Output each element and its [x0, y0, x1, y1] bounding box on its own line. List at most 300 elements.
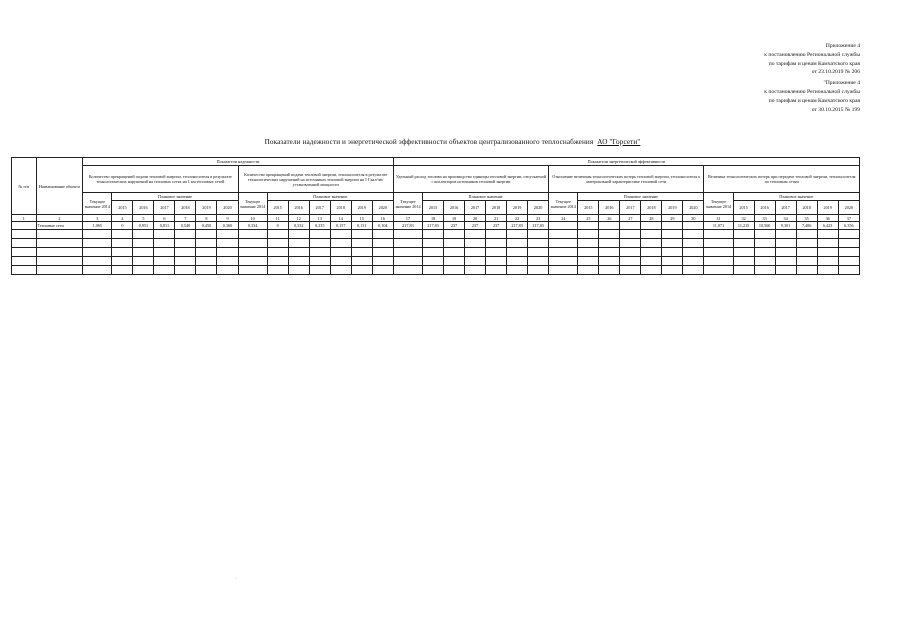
- empty-cell: [641, 248, 662, 257]
- empty-cell: [267, 230, 288, 239]
- empty-cell: [662, 257, 683, 266]
- empty-cell: [838, 266, 859, 275]
- column-number-cell: 37: [838, 215, 859, 222]
- value-cell: 0,540: [175, 222, 196, 230]
- year-header: 2017: [154, 201, 175, 215]
- indicator-5: Величина технологических потерь при передаче тепловой энергии, теплоносителя по тепловым сетям: [704, 166, 860, 193]
- table-planned-row: [12, 193, 860, 201]
- empty-cell: [838, 257, 859, 266]
- value-cell: [620, 222, 641, 230]
- year-header: 2016: [133, 201, 154, 215]
- empty-cell: [36, 257, 83, 266]
- empty-cell: [620, 248, 641, 257]
- empty-cell: [393, 239, 422, 248]
- column-number-cell: 4: [112, 215, 133, 222]
- empty-cell: [238, 257, 267, 266]
- empty-cell: [351, 230, 372, 239]
- empty-cell: [351, 248, 372, 257]
- empty-cell: [817, 248, 838, 257]
- empty-cell: [662, 239, 683, 248]
- planned-value-header: Плановое значение: [112, 193, 238, 201]
- column-number-cell: 25: [578, 215, 599, 222]
- empty-cell: [754, 230, 775, 239]
- column-number-cell: 27: [620, 215, 641, 222]
- empty-cell: [175, 266, 196, 275]
- empty-cell: [288, 266, 309, 275]
- empty-cell: [309, 248, 330, 257]
- value-cell: 1,065: [83, 222, 112, 230]
- empty-cell: [817, 230, 838, 239]
- empty-cell: [372, 230, 393, 239]
- empty-cell: [599, 266, 620, 275]
- value-cell: [599, 222, 620, 230]
- empty-cell: [775, 266, 796, 275]
- header-cell-no: № п/п: [12, 158, 37, 215]
- empty-cell: [704, 266, 733, 275]
- value-cell: 9,301: [775, 222, 796, 230]
- empty-cell: [528, 248, 549, 257]
- empty-cell: [133, 239, 154, 248]
- empty-cell: [444, 266, 465, 275]
- empty-cell: [641, 266, 662, 275]
- year-header: 2016: [288, 201, 309, 215]
- value-cell: [578, 222, 599, 230]
- empty-cell: [154, 248, 175, 257]
- value-cell: 217,83: [423, 222, 444, 230]
- empty-cell: [133, 266, 154, 275]
- empty-cell: [465, 257, 486, 266]
- empty-cell: [196, 230, 217, 239]
- year-header: 2018: [486, 201, 507, 215]
- current-value-header: Текущее значение 2014: [83, 193, 112, 215]
- empty-cell: [444, 239, 465, 248]
- empty-cell: [465, 230, 486, 239]
- year-header: 2019: [662, 201, 683, 215]
- column-number-cell: 36: [817, 215, 838, 222]
- empty-cell: [599, 239, 620, 248]
- empty-cell: [754, 239, 775, 248]
- header-block: [764, 42, 860, 114]
- empty-cell: [796, 248, 817, 257]
- value-cell: 6,423: [817, 222, 838, 230]
- empty-cell: [796, 266, 817, 275]
- empty-cell: [288, 239, 309, 248]
- column-number-cell: 30: [683, 215, 704, 222]
- empty-row: [12, 239, 860, 248]
- year-header: 2015: [423, 201, 444, 215]
- row-no-cell: [12, 222, 37, 230]
- empty-cell: [507, 257, 528, 266]
- header-line: "Приложение 4: [823, 80, 860, 87]
- value-cell: 10,560: [754, 222, 775, 230]
- empty-cell: [36, 266, 83, 275]
- value-cell: [641, 222, 662, 230]
- value-cell: 11,215: [733, 222, 754, 230]
- value-cell: 0,235: [309, 222, 330, 230]
- indicator-2: Количество прекращений подачи тепловой энергии, теплоносителя в результате технологических нарушений на источниках тепловой энергии на 1 Гкал/час установленной мощности: [238, 166, 393, 193]
- current-value-header: Текущее значение 2014: [393, 193, 422, 215]
- empty-cell: [683, 230, 704, 239]
- empty-cell: [36, 248, 83, 257]
- empty-cell: [83, 239, 112, 248]
- year-header: 2017: [309, 201, 330, 215]
- empty-cell: [372, 248, 393, 257]
- column-number-cell: 13: [309, 215, 330, 222]
- empty-cell: [330, 239, 351, 248]
- empty-cell: [662, 266, 683, 275]
- empty-cell: [217, 257, 238, 266]
- empty-cell: [704, 230, 733, 239]
- empty-cell: [796, 230, 817, 239]
- empty-cell: [775, 248, 796, 257]
- empty-cell: [423, 266, 444, 275]
- empty-cell: [549, 248, 578, 257]
- empty-cell: [662, 248, 683, 257]
- empty-cell: [288, 230, 309, 239]
- empty-cell: [393, 257, 422, 266]
- empty-cell: [754, 266, 775, 275]
- empty-cell: [444, 230, 465, 239]
- empty-cell: [796, 239, 817, 248]
- value-cell: 0,811: [154, 222, 175, 230]
- header-efficiency: Показатели энергетической эффективности: [393, 158, 859, 166]
- value-cell: 237: [444, 222, 465, 230]
- year-header: 2020: [683, 201, 704, 215]
- year-header: 2016: [444, 201, 465, 215]
- empty-cell: [154, 230, 175, 239]
- empty-cell: [641, 257, 662, 266]
- empty-cell: [393, 248, 422, 257]
- year-header: 2015: [267, 201, 288, 215]
- table-row: [12, 222, 860, 230]
- empty-cell: [733, 248, 754, 257]
- column-number-cell: 3: [83, 215, 112, 222]
- empty-cell: [641, 239, 662, 248]
- title-text: Показатели надежности и энергетической эффективности объектов централизованного теплоснабжения: [264, 138, 594, 146]
- empty-cell: [549, 266, 578, 275]
- empty-cell: [175, 257, 196, 266]
- planned-value-header: Плановое значение: [578, 193, 704, 201]
- empty-cell: [267, 239, 288, 248]
- empty-cell: [817, 239, 838, 248]
- empty-cell: [267, 266, 288, 275]
- empty-cell: [733, 230, 754, 239]
- value-cell: 217,83: [393, 222, 422, 230]
- year-header: 2018: [330, 201, 351, 215]
- empty-cell: [620, 239, 641, 248]
- empty-cell: [196, 257, 217, 266]
- empty-cell: [817, 266, 838, 275]
- column-number-cell: 5: [133, 215, 154, 222]
- empty-cell: [175, 239, 196, 248]
- value-cell: 0,360: [217, 222, 238, 230]
- column-number-cell: 18: [423, 215, 444, 222]
- header-line: к постановлению Региональной службы: [764, 51, 860, 58]
- header-line: Приложение 4: [825, 43, 860, 49]
- planned-value-header: Плановое значение: [733, 193, 859, 201]
- empty-cell: [12, 257, 37, 266]
- empty-cell: [267, 257, 288, 266]
- empty-cell: [175, 230, 196, 239]
- value-cell: [683, 222, 704, 230]
- value-cell: [662, 222, 683, 230]
- header-reliability: Показатели надежности: [83, 158, 394, 166]
- column-number-cell: 12: [288, 215, 309, 222]
- column-number-cell: 6: [154, 215, 175, 222]
- empty-cell: [486, 230, 507, 239]
- empty-cell: [83, 248, 112, 257]
- column-number-cell: 26: [599, 215, 620, 222]
- empty-cell: [112, 257, 133, 266]
- empty-cell: [733, 257, 754, 266]
- value-cell: 217,83: [507, 222, 528, 230]
- empty-cell: [599, 248, 620, 257]
- empty-cell: [309, 230, 330, 239]
- empty-cell: [465, 239, 486, 248]
- value-cell: 0,332: [288, 222, 309, 230]
- empty-cell: [196, 266, 217, 275]
- header-line: по тарифам и ценам Камчатского края: [768, 97, 860, 104]
- empty-cell: [507, 266, 528, 275]
- empty-cell: [393, 266, 422, 275]
- indicator-1: Количество прекращений подачи тепловой энергии, теплоносителя в результате технологических нарушений на тепловых сетях на 1 км тепловых сетей: [83, 166, 238, 193]
- company-name: АО "Горсети": [597, 138, 641, 146]
- value-cell: 0,104: [372, 222, 393, 230]
- empty-cell: [217, 248, 238, 257]
- column-number-cell: 16: [372, 215, 393, 222]
- empty-cell: [217, 230, 238, 239]
- column-number-cell: 21: [486, 215, 507, 222]
- value-cell: 0: [112, 222, 133, 230]
- header-cell-name: Наименование объекта: [36, 158, 83, 215]
- empty-cell: [133, 248, 154, 257]
- empty-cell: [578, 248, 599, 257]
- current-value-header: Текущее значение 2014: [704, 193, 733, 215]
- year-header: 2017: [775, 201, 796, 215]
- year-header: 2015: [112, 201, 133, 215]
- value-cell: 0,334: [238, 222, 267, 230]
- table-years-row: [12, 201, 860, 215]
- column-number-cell: 8: [196, 215, 217, 222]
- empty-cell: [309, 239, 330, 248]
- empty-cell: [704, 257, 733, 266]
- empty-cell: [486, 248, 507, 257]
- empty-cell: [423, 248, 444, 257]
- empty-cell: [309, 257, 330, 266]
- value-cell: 0,951: [133, 222, 154, 230]
- column-number-cell: 7: [175, 215, 196, 222]
- empty-cell: [817, 257, 838, 266]
- row-name-cell: Тепловые сети: [36, 222, 83, 230]
- column-number-cell: 23: [528, 215, 549, 222]
- empty-cell: [238, 230, 267, 239]
- scan-mark: ·: [235, 577, 237, 582]
- empty-cell: [528, 239, 549, 248]
- value-cell: 237: [486, 222, 507, 230]
- empty-row: [12, 248, 860, 257]
- empty-cell: [507, 239, 528, 248]
- current-value-header: Текущее значение 2014: [549, 193, 578, 215]
- empty-cell: [196, 239, 217, 248]
- value-cell: 0: [267, 222, 288, 230]
- empty-cell: [309, 266, 330, 275]
- column-number-cell: 28: [641, 215, 662, 222]
- table-indicator-row: [12, 166, 860, 193]
- empty-cell: [599, 257, 620, 266]
- value-cell: 0,157: [330, 222, 351, 230]
- empty-cell: [36, 230, 83, 239]
- empty-cell: [175, 248, 196, 257]
- empty-cell: [486, 239, 507, 248]
- empty-cell: [754, 257, 775, 266]
- column-number-cell: 31: [704, 215, 733, 222]
- empty-cell: [683, 257, 704, 266]
- column-number-cell: 15: [351, 215, 372, 222]
- column-number-cell: 24: [549, 215, 578, 222]
- empty-cell: [528, 230, 549, 239]
- empty-cell: [351, 257, 372, 266]
- column-number-cell: 29: [662, 215, 683, 222]
- year-header: 2018: [796, 201, 817, 215]
- year-header: 2019: [817, 201, 838, 215]
- empty-cell: [528, 257, 549, 266]
- empty-cell: [330, 248, 351, 257]
- empty-cell: [683, 239, 704, 248]
- empty-cell: [217, 266, 238, 275]
- empty-cell: [838, 230, 859, 239]
- empty-cell: [423, 230, 444, 239]
- empty-cell: [796, 257, 817, 266]
- empty-cell: [775, 257, 796, 266]
- empty-cell: [620, 257, 641, 266]
- column-number-cell: 19: [444, 215, 465, 222]
- indicator-3: Удельный расход топлива на производство единицы тепловой энергии, отпускаемой с коллекторов источников тепловой энергии: [393, 166, 548, 193]
- year-header: 2020: [838, 201, 859, 215]
- year-header: 2020: [217, 201, 238, 215]
- header-line: к постановлению Региональной службы: [764, 88, 860, 95]
- empty-cell: [196, 248, 217, 257]
- value-cell: 7,406: [796, 222, 817, 230]
- empty-cell: [662, 230, 683, 239]
- empty-cell: [578, 266, 599, 275]
- header-line: от 30.10.2015 № 199: [811, 106, 860, 113]
- value-cell: 0,450: [196, 222, 217, 230]
- empty-cell: [288, 248, 309, 257]
- empty-cell: [36, 239, 83, 248]
- year-header: 2020: [372, 201, 393, 215]
- column-number-cell: 33: [754, 215, 775, 222]
- empty-row: [12, 230, 860, 239]
- year-header: 2019: [196, 201, 217, 215]
- column-number-cell: 14: [330, 215, 351, 222]
- empty-cell: [733, 239, 754, 248]
- indicator-4: Отношение величины технологических потерь тепловой энергии, теплоносителя к материальной характеристике тепловой сети: [549, 166, 704, 193]
- empty-cell: [507, 230, 528, 239]
- empty-cell: [112, 266, 133, 275]
- empty-cell: [775, 230, 796, 239]
- empty-cell: [775, 239, 796, 248]
- column-number-cell: 32: [733, 215, 754, 222]
- empty-cell: [578, 257, 599, 266]
- empty-cell: [423, 257, 444, 266]
- empty-cell: [372, 266, 393, 275]
- empty-row: [12, 266, 860, 275]
- empty-cell: [330, 266, 351, 275]
- year-header: 2018: [175, 201, 196, 215]
- year-header: 2015: [578, 201, 599, 215]
- empty-cell: [372, 257, 393, 266]
- empty-cell: [351, 239, 372, 248]
- empty-cell: [393, 230, 422, 239]
- empty-cell: [620, 266, 641, 275]
- year-header: 2015: [733, 201, 754, 215]
- empty-cell: [12, 230, 37, 239]
- value-cell: 11,071: [704, 222, 733, 230]
- empty-row: [12, 257, 860, 266]
- empty-cell: [83, 266, 112, 275]
- header-line: от 23.10.2019 № 206: [811, 69, 860, 76]
- empty-cell: [12, 266, 37, 275]
- empty-cell: [238, 248, 267, 257]
- empty-cell: [486, 257, 507, 266]
- empty-cell: [578, 230, 599, 239]
- empty-cell: [154, 257, 175, 266]
- year-header: 2019: [351, 201, 372, 215]
- empty-cell: [620, 230, 641, 239]
- column-number-cell: 10: [238, 215, 267, 222]
- empty-cell: [838, 239, 859, 248]
- empty-cell: [465, 248, 486, 257]
- empty-cell: [486, 266, 507, 275]
- column-number-cell: 2: [36, 215, 83, 222]
- empty-cell: [133, 230, 154, 239]
- empty-cell: [733, 266, 754, 275]
- empty-cell: [754, 248, 775, 257]
- year-header: 2020: [528, 201, 549, 215]
- empty-cell: [372, 239, 393, 248]
- empty-cell: [423, 239, 444, 248]
- empty-cell: [704, 248, 733, 257]
- value-cell: [549, 222, 578, 230]
- year-header: 2019: [507, 201, 528, 215]
- empty-cell: [465, 266, 486, 275]
- empty-cell: [83, 230, 112, 239]
- year-header: 2017: [620, 201, 641, 215]
- table-header-row: [12, 158, 860, 166]
- value-cell: 237: [465, 222, 486, 230]
- empty-cell: [288, 257, 309, 266]
- empty-cell: [351, 266, 372, 275]
- empty-cell: [112, 239, 133, 248]
- empty-cell: [549, 239, 578, 248]
- header-line: по тарифам и ценам Камчатского края: [768, 60, 860, 67]
- planned-value-header: Плановое значение: [423, 193, 549, 201]
- empty-cell: [238, 239, 267, 248]
- document-title: [0, 138, 905, 146]
- column-number-cell: 20: [465, 215, 486, 222]
- year-header: 2018: [641, 201, 662, 215]
- indicators-table: [11, 157, 860, 275]
- value-cell: 217,83: [528, 222, 549, 230]
- value-cell: 6,356: [838, 222, 859, 230]
- column-number-cell: 34: [775, 215, 796, 222]
- empty-cell: [133, 257, 154, 266]
- empty-cell: [704, 239, 733, 248]
- empty-cell: [154, 266, 175, 275]
- empty-cell: [507, 248, 528, 257]
- column-number-cell: 9: [217, 215, 238, 222]
- empty-cell: [549, 230, 578, 239]
